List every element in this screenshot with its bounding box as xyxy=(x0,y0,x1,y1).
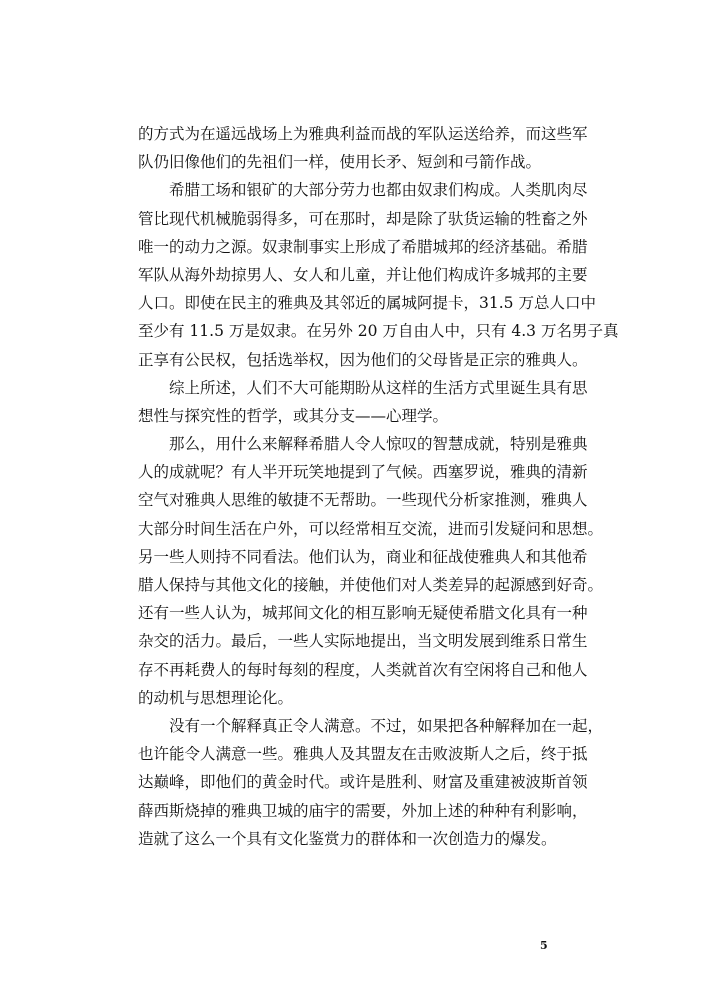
paragraph-start-line: 那么，用什么来解释希腊人令人惊叹的智慧成就，特别是雅典 xyxy=(169,435,588,454)
text-line: 达巅峰，即他们的黄金时代。或许是胜利、财富及重建被波斯首领 xyxy=(138,773,588,792)
paragraph-start-line: 综上所述，人们不大可能期盼从这样的生活方式里诞生具有思 xyxy=(169,378,588,397)
page-number: 5 xyxy=(540,939,548,952)
body-text xyxy=(138,120,619,853)
text-line: 另一些人则持不同看法。他们认为，商业和征战使雅典人和其他希 xyxy=(138,547,588,566)
text-line: 薛西斯烧掉的雅典卫城的庙宇的需要，外加上述的种种有利影响， xyxy=(138,801,588,820)
text-line: 的动机与思想理论化。 xyxy=(138,688,294,707)
text-line: 腊人保持与其他文化的接触，并使他们对人类差异的起源感到好奇。 xyxy=(138,576,604,594)
text-line: 唯一的动力之源。奴隶制事实上形成了希腊城邦的经济基础。希腊 xyxy=(138,237,588,256)
text-line: 人口。即使在民主的雅典及其邻近的属城阿提卡，31.5 万总人口中 xyxy=(138,294,596,313)
text-line: 杂交的活力。最后，一些人实际地提出，当文明发展到维系日常生 xyxy=(138,632,588,651)
text-line: 也许能令人满意一些。雅典人及其盟友在击败波斯人之后，终于抵 xyxy=(138,745,588,764)
text-line: 的方式为在遥远战场上为雅典利益而战的军队运送给养，而这些军 xyxy=(138,125,588,143)
text-line: 军队从海外劫掠男人、女人和儿童，并让他们构成许多城邦的主要 xyxy=(138,265,588,284)
text-line: 想性与探究性的哲学，或其分支——心理学。 xyxy=(138,406,449,425)
text-line: 队仍旧像他们的先祖们一样，使用长矛、短剑和弓箭作战。 xyxy=(138,153,542,172)
text-line: 人的成就呢？有人半开玩笑地提到了气候。西塞罗说，雅典的清新 xyxy=(138,463,588,482)
text-line: 至少有 11.5 万是奴隶。在另外 20 万自由人中，只有 4.3 万名男子真 xyxy=(138,322,619,341)
text-line: 管比现代机械脆弱得多，可在那时，却是除了驮货运输的牲畜之外 xyxy=(138,209,588,228)
text-line: 空气对雅典人思维的敏捷不无帮助。一些现代分析家推测，雅典人 xyxy=(138,491,588,510)
paragraph-start-line: 希腊工场和银矿的大部分劳力也都由奴隶们构成。人类肌肉尽 xyxy=(169,181,588,200)
text-line: 大部分时间生活在户外，可以经常相互交流，进而引发疑问和思想。 xyxy=(138,519,604,538)
paragraph-start-line: 没有一个解释真正令人满意。不过，如果把各种解释加在一起， xyxy=(169,716,604,735)
text-line: 造就了这么一个具有文化鉴赏力的群体和一次创造力的爆发。 xyxy=(138,829,557,848)
text-line: 存不再耗费人的每时每刻的程度，人类就首次有空闲将自己和他人 xyxy=(138,660,588,679)
text-line: 正享有公民权，包括选举权，因为他们的父母皆是正宗的雅典人。 xyxy=(138,350,588,369)
text-line: 还有一些人认为，城邦间文化的相互影响无疑使希腊文化具有一种 xyxy=(138,604,588,623)
